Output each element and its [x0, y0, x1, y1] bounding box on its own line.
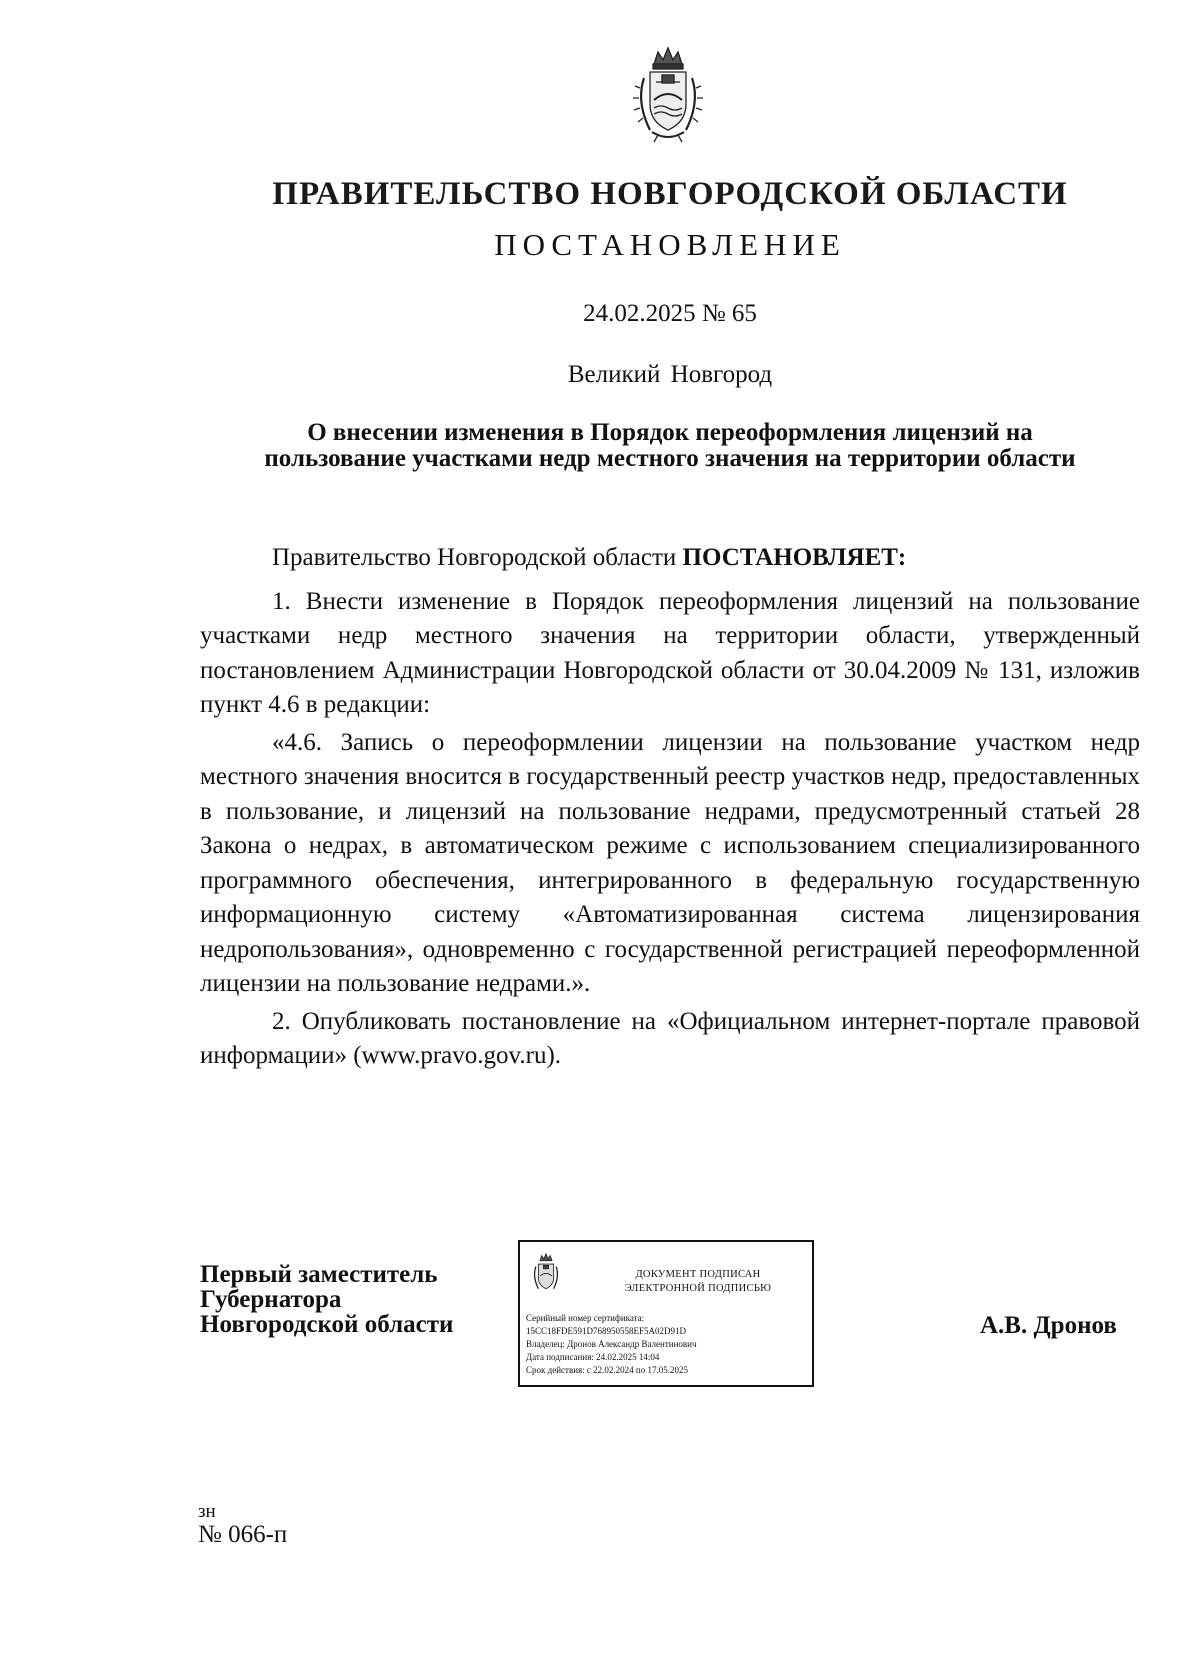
electronic-signature-stamp [518, 1240, 814, 1387]
document-date-number: 24.02.2025 № 65 [583, 300, 757, 327]
document-body [200, 541, 1140, 1077]
stamp-serial-label: Серийный номер сертификата: [526, 1313, 645, 1323]
signer-title-line-3: Новгородской области [200, 1311, 454, 1338]
document-city: Великий Новгород [567, 361, 773, 388]
stamp-signed-date: Дата подписания: 24.02.2025 14:04 [526, 1352, 660, 1362]
stamp-heading [592, 1268, 804, 1296]
preamble-text: Правительство Новгородской области [272, 544, 683, 571]
item-2: 2. Опубликовать постановление на «Официальном интернет-портале правовой информации» (www.pravo.gov.ru). [200, 1007, 1140, 1069]
subject-line-1: О внесении изменения в Порядок переоформления лицензий на [307, 419, 1033, 446]
signer-title-line-1: Первый заместитель [200, 1261, 438, 1288]
stamp-heading-line-1: ДОКУМЕНТ ПОДПИСАН [635, 1269, 761, 1280]
coat-of-arms-icon [628, 42, 708, 144]
stamp-certificate-details [526, 1312, 808, 1377]
preamble-resolves: ПОСТАНОВЛЯЕТ: [682, 544, 907, 571]
signer-title-line-2: Губернатора [200, 1286, 342, 1313]
quoted-item-4-6: «4.6. Запись о переоформлении лицензии на пользование участком недр местного значения вносится в государственный реестр участков недр, предоставленных в пользование, и лицензий на пользование недрами, предусмотренный статьей 28 Закона о недрах, в автоматическом режиме с использованием специализированного программного обеспечения, интегрированного в федеральную государственную информационную систему «Автоматизированная система лицензирования недропользования», одновременно с государственной регистрацией переоформленной лицензии на пользование недрами.». [200, 728, 1140, 997]
document-type: ПОСТАНОВЛЕНИЕ [494, 227, 846, 262]
subject-line-2: пользование участками недр местного значения на территории области [264, 445, 1076, 472]
stamp-validity: Срок действия: с 22.02.2024 по 17.05.2025 [526, 1365, 688, 1375]
preamble [200, 541, 1140, 576]
footer-number: № 066-п [198, 1521, 288, 1548]
footer-code: зн [198, 1501, 216, 1522]
stamp-heading-line-2: ЭЛЕКТРОННОЙ ПОДПИСЬЮ [624, 1283, 772, 1294]
signer-name: А.В. Дронов [980, 1312, 1117, 1339]
government-title: ПРАВИТЕЛЬСТВО НОВГОРОДСКОЙ ОБЛАСТИ [272, 176, 1068, 212]
stamp-owner: Владелец: Дронов Александр Валентинович [526, 1339, 697, 1349]
stamp-coat-of-arms-icon [529, 1250, 563, 1296]
item-1: 1. Внести изменение в Порядок переоформления лицензий на пользование участками недр местного значения на территории области, утвержденный постановлением Администрации Новгородской области от 30.04.2009 № 131, изложив пункт 4.6 в редакции: [200, 587, 1140, 718]
signer-title [200, 1262, 480, 1337]
stamp-serial-value: 15CC18FDE591D768950558EF5A02D91D [526, 1326, 687, 1336]
document-subject [200, 420, 1140, 472]
